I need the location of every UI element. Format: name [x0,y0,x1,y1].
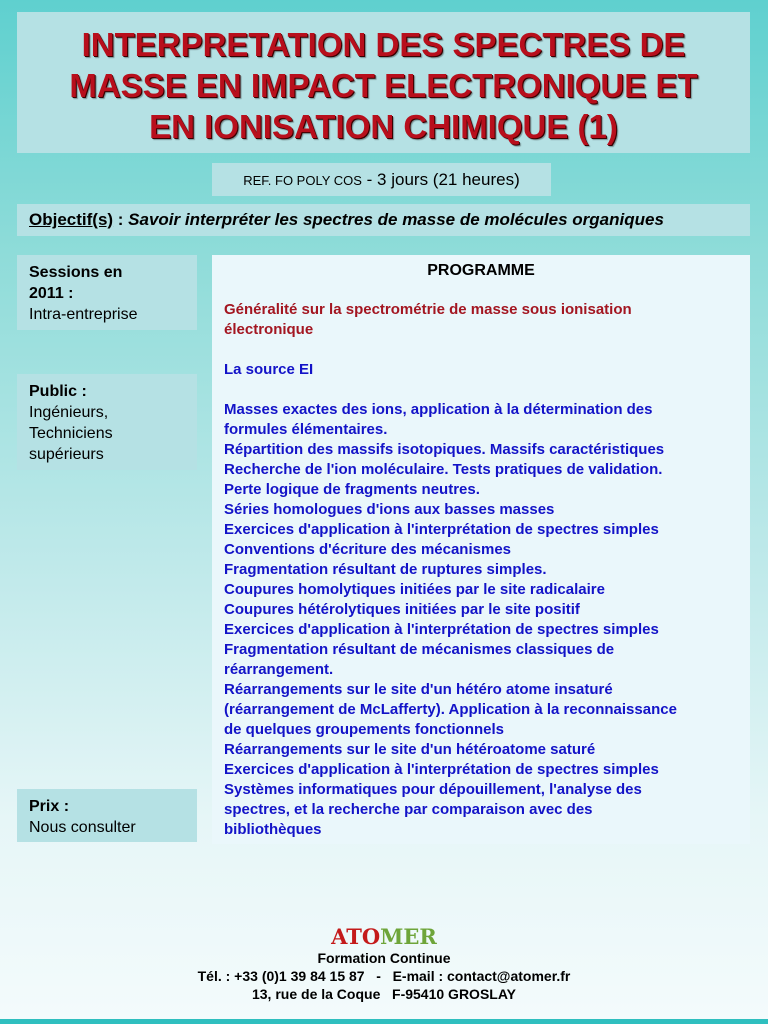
program-item: Masses exactes des ions, application à la détermination des [224,401,653,418]
program-item: réarrangement. [224,661,334,678]
program-item: spectres, et la recherche par comparaison avec des [224,801,593,818]
program-box [212,255,750,844]
sessions-box [17,255,197,330]
bottom-divider [0,1019,768,1024]
program-item: Coupures homolytiques initiées par le site radicalaire [224,581,605,598]
program-item: Exercices d'application à l'interprétation de spectres simples [224,761,659,778]
program-item: Réarrangements sur le site d'un hétéroatome saturé [224,741,596,758]
objective-label: Objectif(s) [29,210,114,229]
program-list [224,400,738,840]
footer-contact: Tél. : +33 (0)1 39 84 15 87 - E-mail : contact@atomer.fr [197,968,571,984]
program-intro-line: Généralité sur la spectrométrie de masse sous ionisation [224,301,632,318]
public-value: Techniciens [29,425,113,442]
program-item: Fragmentation résultant de mécanismes classiques de [224,641,615,658]
program-item: Réarrangements sur le site d'un hétéro atome insaturé [224,681,613,698]
program-item: Exercices d'application à l'interprétation de spectres simples [224,621,659,638]
atomer-logo [0,925,768,949]
program-item: Perte logique de fragments neutres. [224,481,480,498]
course-duration: - 3 jours (21 heures) [361,170,520,189]
objective-text: Savoir interpréter les spectres de masse de molécules organiques [128,210,664,229]
program-title: PROGRAMME [427,262,535,279]
footer-address: 13, rue de la Coque F-95410 GROSLAY [251,986,517,1002]
public-box [17,374,197,470]
title-line: EN IONISATION CHIMIQUE (1) [149,108,618,145]
program-item: Conventions d'écriture des mécanismes [224,541,511,558]
program-spacer [224,380,738,400]
objective-box [17,204,750,236]
reference-box [212,163,551,196]
footer-subtitle: Formation Continue [317,950,451,966]
objective-separator: : [113,210,129,229]
price-box [17,789,197,842]
program-item: Coupures hétérolytiques initiées par le site positif [224,601,580,618]
program-item: Recherche de l'ion moléculaire. Tests pratiques de validation. [224,461,663,478]
program-item: (réarrangement de McLafferty). Application à la reconnaissance [224,701,677,718]
program-item: Systèmes informatiques pour dépouillement, l'analyse des [224,781,642,798]
program-intro [224,300,738,340]
title-line: INTERPRETATION DES SPECTRES DE [81,26,686,63]
program-item: de quelques groupements fonctionnels [224,721,505,738]
program-item: formules élémentaires. [224,421,388,438]
public-value: supérieurs [29,446,104,463]
program-intro-line: électronique [224,321,314,338]
program-item: Répartition des massifs isotopiques. Massifs caractéristiques [224,441,665,458]
sessions-heading: Sessions en [29,264,123,281]
sessions-value: Intra-entreprise [29,306,138,323]
footer [0,925,768,1003]
title-line: MASSE EN IMPACT ELECTRONIQUE ET [69,67,698,104]
logo-part-ato: ATO [331,924,381,949]
title-box [17,12,750,153]
logo-part-mer: MER [380,924,437,949]
public-heading: Public : [29,383,87,400]
program-item: bibliothèques [224,821,322,838]
reference-code: REF. FO POLY COS [243,173,362,188]
program-item: Exercices d'application à l'interprétation de spectres simples [224,521,659,538]
public-value: Ingénieurs, [29,404,109,421]
page-title [17,24,750,147]
program-item: Séries homologues d'ions aux basses masses [224,501,555,518]
price-heading: Prix : [29,798,70,815]
sessions-heading-year: 2011 : [29,285,74,302]
program-source: La source EI [224,361,314,378]
program-item: Fragmentation résultant de ruptures simples. [224,561,547,578]
price-value: Nous consulter [29,819,136,836]
